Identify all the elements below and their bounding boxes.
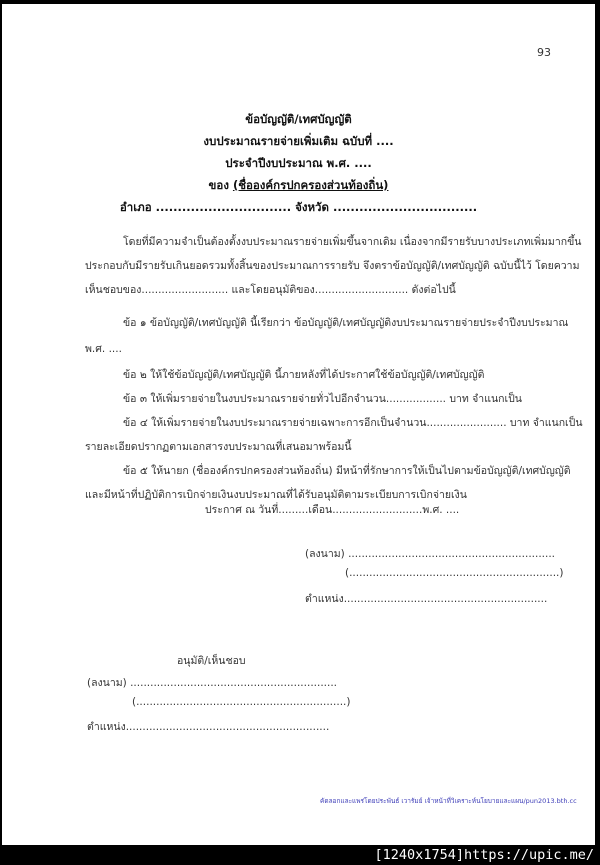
clause-1: ข้อ ๑ ข้อบัญญัติ/เทศบัญญัติ นี้เรียกว่า ข้อบัญญัติ/เทศบัญญัติงบประมาณรายจ่ายประจำปีงบประมาณ [123,317,569,329]
preamble-line-1: โดยที่มีความจำเป็นต้องตั้งงบประมาณรายจ่ายเพิ่มขึ้นจากเดิม เนื่องจากมีรายรับบางประเภทเพิ่มมากขึ้น [123,236,582,248]
clause-4: ข้อ ๔ ให้เพิ่มรายจ่ายในงบประมาณรายจ่ายเฉพาะการอีกเป็นจำนวน........................ บาท จำแนกเป็น [123,417,583,429]
document-title [2,108,595,218]
clause-1-cont: พ.ศ. .... [85,343,122,355]
clause-5-cont: และมีหน้าที่ปฏิบัติการเบิกจ่ายเงินงบประมาณที่ได้รับอนุมัติตามระเบียบการเบิกจ่ายเงิน [85,489,467,501]
of-prefix: ของ [208,178,233,192]
district-line: อำเภอ ............................... จังหวัด ................................. [119,200,478,214]
preamble-line-3: เห็นชอบของ.......................... และโดยอนุมัติของ............................ ดังต่อไปนี้ [85,284,456,296]
org-name-placeholder: (ชื่อองค์กรปกครองส่วนท้องถิ่น) [232,178,389,192]
clause-2: ข้อ ๒ ให้ใช้ข้อบัญญัติ/เทศบัญญัติ นี้ภายหลังที่ได้ประกาศใช้ข้อบัญญัติ/เทศบัญญัติ [123,369,485,381]
signature-right-name: (...............................................................) [345,567,564,579]
clause-5: ข้อ ๕ ให้นายก (ชื่อองค์กรปกครองส่วนท้องถิ่น) มีหน้าที่รักษาการให้เป็นไปตามข้อบัญญัติ/เทศบัญญัติ [123,465,571,477]
document-body [85,230,583,507]
title-line-org [2,174,595,196]
title-line-2: งบประมาณรายจ่ายเพิ่มเติม ฉบับที่ .... [203,134,394,148]
page-number: 93 [537,46,551,59]
preamble-line-2: ประกอบกับมีรายรับเกินยอดรวมทั้งสิ้นของประมาณการรายรับ จึงตราข้อบัญญัติ/เทศบัญญัติ ฉบับนี้ไว้ โดยความ [85,260,580,272]
clause-4-cont: รายละเอียดปรากฏตามเอกสารงบประมาณที่เสนอมาพร้อมนี้ [85,441,352,453]
approval-position: ตำแหน่ง............................................................. [87,721,330,733]
approval-name: (...............................................................) [132,696,351,708]
title-line-3: ประจำปีงบประมาณ พ.ศ. .... [225,156,372,170]
footer-credit: คัดลอกและแพร่โดยประพันธ์ เวารัมย์ เจ้าหน้าที่วิเคราะห์นโยบายและแผน/pun2013.bth.cc [320,797,577,805]
approval-sign: (ลงนาม) .............................................................. [87,677,338,689]
title-line-1: ข้อบัญญัติ/เทศบัญญัติ [245,112,352,126]
signature-right-sign: (ลงนาม) .............................................................. [305,548,556,560]
document-page [2,4,595,845]
signature-right-position: ตำแหน่ง............................................................. [305,593,548,605]
announce-date-line: ประกาศ ณ วันที่.........เดือน...........................พ.ศ. .... [205,504,460,516]
clause-3: ข้อ ๓ ให้เพิ่มรายจ่ายในงบประมาณรายจ่ายทั่วไปอีกจำนวน.................. บาท จำแนกเป็น [123,393,522,405]
image-host-watermark: [1240x1754]https://upic.me/ [374,847,594,863]
approval-heading: อนุมัติ/เห็นชอบ [177,655,246,667]
